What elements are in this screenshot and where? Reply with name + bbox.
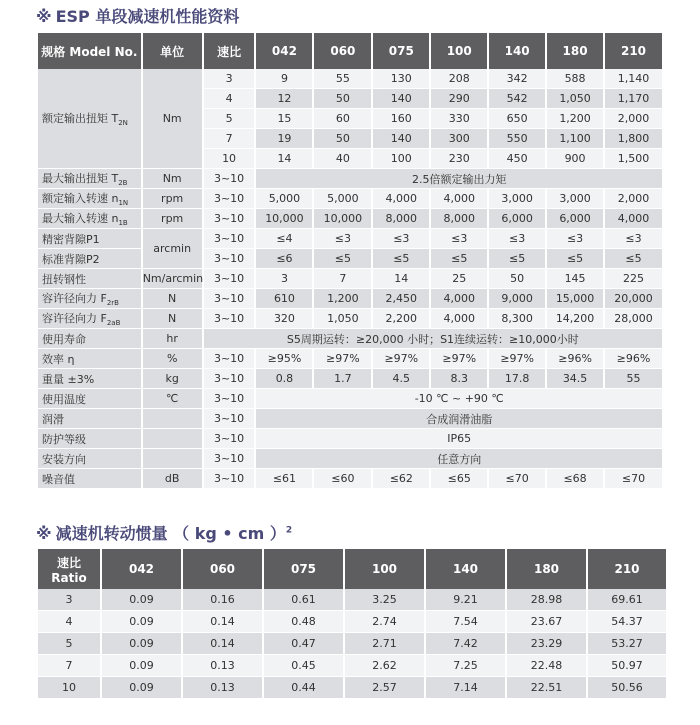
header-042: 042 — [256, 33, 312, 69]
ratio-cell: 3~10 — [204, 349, 255, 369]
temperature-label: 使用温度 — [38, 389, 141, 409]
value-cell: 7.42 — [426, 633, 505, 655]
value-cell: 22.51 — [507, 677, 586, 699]
value-cell: 34.5 — [547, 369, 603, 389]
standard-backlash-label: 标准背隙P2 — [38, 249, 141, 269]
value-cell: ≥97% — [431, 349, 487, 369]
value-cell: 0.8 — [256, 369, 312, 389]
table-row — [38, 589, 666, 611]
value-cell: 1,100 — [547, 129, 603, 149]
value-cell: ≤3 — [373, 229, 429, 249]
table-row — [38, 677, 666, 699]
header-100: 100 — [345, 549, 424, 589]
ratio-cell: 4 — [204, 89, 255, 109]
ratio-cell: 3~10 — [204, 449, 255, 469]
table-row-temperature — [38, 389, 662, 409]
value-cell: 0.14 — [183, 611, 262, 633]
value-cell: 1.7 — [314, 369, 371, 389]
value-cell: 3.25 — [345, 589, 424, 611]
table-row-standard-backlash — [38, 249, 662, 269]
value-cell: ≤3 — [547, 229, 603, 249]
value-cell: 0.16 — [183, 589, 262, 611]
value-cell: ≥97% — [314, 349, 371, 369]
value-cell: 50 — [489, 269, 545, 289]
value-cell: 1,050 — [314, 309, 371, 329]
value-cell: 15,000 — [547, 289, 603, 309]
header-140: 140 — [489, 33, 545, 69]
header-210: 210 — [588, 549, 666, 589]
unit-cell: rpm — [143, 209, 202, 229]
reference-mark-icon: ※ — [36, 524, 52, 543]
protection-value: IP65 — [256, 429, 662, 449]
value-cell: 2,000 — [605, 109, 662, 129]
value-cell: 22.48 — [507, 655, 586, 677]
table-row — [38, 655, 666, 677]
value-cell: 0.61 — [264, 589, 343, 611]
header-180: 180 — [547, 33, 603, 69]
value-cell: 900 — [547, 149, 603, 169]
header-180: 180 — [507, 549, 586, 589]
value-cell: 17.8 — [489, 369, 545, 389]
value-cell: 4,000 — [431, 189, 487, 209]
value-cell: 8,000 — [373, 209, 429, 229]
value-cell: 140 — [373, 129, 429, 149]
value-cell: 60 — [314, 109, 371, 129]
value-cell: 8,300 — [489, 309, 545, 329]
ratio-cell: 3~10 — [204, 429, 255, 449]
value-cell: 100 — [373, 149, 429, 169]
rated-speed-label: 额定输入转速 $n_{1N}$ — [38, 189, 141, 209]
value-cell: 140 — [373, 89, 429, 109]
value-cell: 50 — [314, 89, 371, 109]
value-cell: ≥97% — [489, 349, 545, 369]
weight-label: 重量 ±3% — [38, 369, 141, 389]
precision-backlash-label: 精密背隙P1 — [38, 229, 141, 249]
value-cell: 320 — [256, 309, 312, 329]
value-cell: ≤5 — [314, 249, 371, 269]
value-cell: 1,050 — [547, 89, 603, 109]
value-cell: 330 — [431, 109, 487, 129]
table-row-rated-speed — [38, 189, 662, 209]
value-cell: ≤4 — [256, 229, 312, 249]
value-cell: 0.47 — [264, 633, 343, 655]
value-cell: 5,000 — [256, 189, 312, 209]
backlash-unit: arcmin — [143, 229, 202, 269]
ratio-cell: 5 — [204, 109, 255, 129]
table-row-life — [38, 329, 662, 349]
ratio-cell: 3~10 — [204, 169, 255, 189]
table-row-weight — [38, 369, 662, 389]
unit-cell: hr — [143, 329, 202, 349]
value-cell: 50 — [314, 129, 371, 149]
header-model: 规格 Model No. — [38, 33, 141, 69]
value-cell: 25 — [431, 269, 487, 289]
table-row-max-torque — [38, 169, 662, 189]
value-cell: 4,000 — [431, 289, 487, 309]
value-cell: ≥97% — [373, 349, 429, 369]
value-cell: ≤5 — [431, 249, 487, 269]
value-cell: 53.27 — [588, 633, 666, 655]
inertia-title-text: 减速机转动惯量 （ kg • cm ） — [55, 524, 286, 543]
unit-cell: % — [143, 349, 202, 369]
efficiency-label: 效率 η — [38, 349, 141, 369]
value-cell: ≤3 — [314, 229, 371, 249]
unit-cell — [143, 409, 202, 429]
unit-cell: N — [143, 309, 202, 329]
value-cell: 3,000 — [547, 189, 603, 209]
value-cell: 5,000 — [314, 189, 371, 209]
table-row-noise — [38, 469, 662, 489]
value-cell: 230 — [431, 149, 487, 169]
value-cell: 23.29 — [507, 633, 586, 655]
header-075: 075 — [373, 33, 429, 69]
value-cell: 12 — [256, 89, 312, 109]
header-ratio: 速比 Ratio — [38, 549, 100, 589]
value-cell: 0.09 — [102, 655, 181, 677]
value-cell: 7.54 — [426, 611, 505, 633]
table-row-lubrication — [38, 409, 662, 429]
life-value: S5周期运转：≥20,000 小时；S1连续运转：≥10,000小时 — [204, 329, 662, 349]
value-cell: ≤68 — [547, 469, 603, 489]
value-cell: 3 — [256, 269, 312, 289]
inertia-title-superscript: 2 — [285, 525, 293, 536]
ratio-cell: 3~10 — [204, 469, 255, 489]
value-cell: 1,200 — [314, 289, 371, 309]
value-cell: 542 — [489, 89, 545, 109]
value-cell: 9 — [256, 69, 312, 89]
value-cell: 23.67 — [507, 611, 586, 633]
mounting-value: 任意方向 — [256, 449, 662, 469]
ratio-cell: 3~10 — [204, 269, 255, 289]
value-cell: ≤6 — [256, 249, 312, 269]
unit-cell: ℃ — [143, 389, 202, 409]
ratio-cell: 10 — [38, 677, 100, 699]
value-cell: 7.14 — [426, 677, 505, 699]
ratio-cell: 3~10 — [204, 369, 255, 389]
value-cell: 0.48 — [264, 611, 343, 633]
value-cell: ≥96% — [547, 349, 603, 369]
noise-label: 噪音值 — [38, 469, 141, 489]
value-cell: 225 — [605, 269, 662, 289]
table-row — [38, 69, 662, 89]
ratio-cell: 4 — [38, 611, 100, 633]
value-cell: 10,000 — [314, 209, 371, 229]
unit-cell: N — [143, 289, 202, 309]
axial-force-label: 容许径向力 $F_{2aB}$ — [38, 309, 141, 329]
value-cell: ≤61 — [256, 469, 312, 489]
value-cell: 55 — [314, 69, 371, 89]
temperature-value: -10 ℃ ~ +90 ℃ — [256, 389, 662, 409]
value-cell: 7.25 — [426, 655, 505, 677]
value-cell: 1,200 — [547, 109, 603, 129]
value-cell: 1,500 — [605, 149, 662, 169]
value-cell: 19 — [256, 129, 312, 149]
value-cell: ≤3 — [489, 229, 545, 249]
value-cell: 4,000 — [605, 209, 662, 229]
table-row-axial-force — [38, 309, 662, 329]
value-cell: 0.44 — [264, 677, 343, 699]
max-speed-label: 最大输入转速 $n_{1B}$ — [38, 209, 141, 229]
header-060: 060 — [183, 549, 262, 589]
ratio-cell: 3~10 — [204, 229, 255, 249]
value-cell: 55 — [605, 369, 662, 389]
value-cell: 14,200 — [547, 309, 603, 329]
value-cell: 0.13 — [183, 655, 262, 677]
value-cell: 4,000 — [431, 309, 487, 329]
value-cell: ≤5 — [605, 249, 662, 269]
max-torque-label: 最大输出扭矩 $T_{2B}$ — [38, 169, 141, 189]
value-cell: 550 — [489, 129, 545, 149]
unit-cell: Nm — [143, 169, 202, 189]
table-row — [38, 633, 666, 655]
header-075: 075 — [264, 549, 343, 589]
lubrication-label: 润滑 — [38, 409, 141, 429]
value-cell: 0.09 — [102, 611, 181, 633]
value-cell: 3,000 — [489, 189, 545, 209]
value-cell: 9.21 — [426, 589, 505, 611]
table-row-protection — [38, 429, 662, 449]
value-cell: 9,000 — [489, 289, 545, 309]
value-cell: ≤62 — [373, 469, 429, 489]
value-cell: 4.5 — [373, 369, 429, 389]
value-cell: 650 — [489, 109, 545, 129]
value-cell: 2,450 — [373, 289, 429, 309]
value-cell: 40 — [314, 149, 371, 169]
value-cell: 0.14 — [183, 633, 262, 655]
ratio-cell: 3~10 — [204, 209, 255, 229]
value-cell: ≤60 — [314, 469, 371, 489]
protection-label: 防护等级 — [38, 429, 141, 449]
ratio-cell: 3~10 — [204, 289, 255, 309]
value-cell: 0.09 — [102, 677, 181, 699]
value-cell: 0.09 — [102, 633, 181, 655]
spec-title-text: ESP 单段减速机性能资料 — [55, 7, 240, 26]
ratio-cell: 3~10 — [204, 389, 255, 409]
value-cell: ≤5 — [489, 249, 545, 269]
value-cell: 145 — [547, 269, 603, 289]
value-cell: 2,200 — [373, 309, 429, 329]
value-cell: 50.97 — [588, 655, 666, 677]
table-row-radial-force — [38, 289, 662, 309]
table-row-precision-backlash — [38, 229, 662, 249]
value-cell: 14 — [256, 149, 312, 169]
ratio-cell: 3~10 — [204, 249, 255, 269]
value-cell: 2.62 — [345, 655, 424, 677]
unit-cell: Nm/arcmin — [143, 269, 202, 289]
ratio-cell: 3~10 — [204, 189, 255, 209]
value-cell: 300 — [431, 129, 487, 149]
ratio-cell: 3 — [38, 589, 100, 611]
table-row-stiffness — [38, 269, 662, 289]
ratio-cell: 5 — [38, 633, 100, 655]
value-cell: 20,000 — [605, 289, 662, 309]
value-cell: 15 — [256, 109, 312, 129]
value-cell: 450 — [489, 149, 545, 169]
value-cell: 290 — [431, 89, 487, 109]
life-label: 使用寿命 — [38, 329, 141, 349]
ratio-cell: 3 — [204, 69, 255, 89]
value-cell: 4,000 — [373, 189, 429, 209]
value-cell: 588 — [547, 69, 603, 89]
inertia-section-title — [36, 521, 292, 544]
spec-header-row — [38, 33, 662, 69]
header-ratio: 速比 — [204, 33, 255, 69]
table-row-mounting — [38, 449, 662, 469]
value-cell: ≤70 — [489, 469, 545, 489]
reference-mark-icon: ※ — [36, 7, 52, 26]
value-cell: 8,000 — [431, 209, 487, 229]
value-cell: 28.98 — [507, 589, 586, 611]
value-cell: ≤3 — [431, 229, 487, 249]
value-cell: 50.56 — [588, 677, 666, 699]
ratio-cell: 3~10 — [204, 409, 255, 429]
value-cell: ≥95% — [256, 349, 312, 369]
value-cell: 2.74 — [345, 611, 424, 633]
value-cell: 14 — [373, 269, 429, 289]
header-210: 210 — [605, 33, 662, 69]
value-cell: ≤5 — [547, 249, 603, 269]
value-cell: 1,170 — [605, 89, 662, 109]
value-cell: 2,000 — [605, 189, 662, 209]
value-cell: 54.37 — [588, 611, 666, 633]
header-unit: 单位 — [143, 33, 202, 69]
value-cell: ≤5 — [373, 249, 429, 269]
header-042: 042 — [102, 549, 181, 589]
value-cell: 610 — [256, 289, 312, 309]
value-cell: 6,000 — [489, 209, 545, 229]
table-row-efficiency — [38, 349, 662, 369]
inertia-table — [36, 549, 668, 699]
value-cell: 1,800 — [605, 129, 662, 149]
table-row-max-speed — [38, 209, 662, 229]
value-cell: 1,140 — [605, 69, 662, 89]
ratio-cell: 7 — [38, 655, 100, 677]
mounting-label: 安装方向 — [38, 449, 141, 469]
value-cell: 208 — [431, 69, 487, 89]
value-cell: ≤70 — [605, 469, 662, 489]
value-cell: 10,000 — [256, 209, 312, 229]
unit-cell: dB — [143, 469, 202, 489]
header-060: 060 — [314, 33, 371, 69]
spec-section-title — [36, 4, 239, 27]
rated-torque-unit: Nm — [143, 69, 202, 169]
value-cell: 6,000 — [547, 209, 603, 229]
unit-cell — [143, 449, 202, 469]
spec-table — [36, 33, 664, 489]
ratio-cell: 3~10 — [204, 309, 255, 329]
value-cell: 0.09 — [102, 589, 181, 611]
table-row — [38, 611, 666, 633]
ratio-cell: 10 — [204, 149, 255, 169]
header-140: 140 — [426, 549, 505, 589]
value-cell: ≤3 — [605, 229, 662, 249]
stiffness-label: 扭转钢性 — [38, 269, 141, 289]
unit-cell: rpm — [143, 189, 202, 209]
radial-force-label: 容许径向力 $F_{2rB}$ — [38, 289, 141, 309]
value-cell: 28,000 — [605, 309, 662, 329]
value-cell: 8.3 — [431, 369, 487, 389]
lubrication-value: 合成润滑油脂 — [256, 409, 662, 429]
unit-cell — [143, 429, 202, 449]
value-cell: 69.61 — [588, 589, 666, 611]
value-cell: 160 — [373, 109, 429, 129]
unit-cell: kg — [143, 369, 202, 389]
ratio-cell: 7 — [204, 129, 255, 149]
inertia-header-row — [38, 549, 666, 589]
value-cell: 2.57 — [345, 677, 424, 699]
max-torque-value: 2.5倍额定输出力矩 — [256, 169, 662, 189]
value-cell: 130 — [373, 69, 429, 89]
value-cell: 7 — [314, 269, 371, 289]
rated-torque-label: 额定输出扭矩 $T_{2N}$ — [38, 69, 141, 169]
value-cell: 342 — [489, 69, 545, 89]
value-cell: ≤65 — [431, 469, 487, 489]
value-cell: 2.71 — [345, 633, 424, 655]
value-cell: 0.45 — [264, 655, 343, 677]
value-cell: 0.13 — [183, 677, 262, 699]
header-100: 100 — [431, 33, 487, 69]
value-cell: ≥96% — [605, 349, 662, 369]
